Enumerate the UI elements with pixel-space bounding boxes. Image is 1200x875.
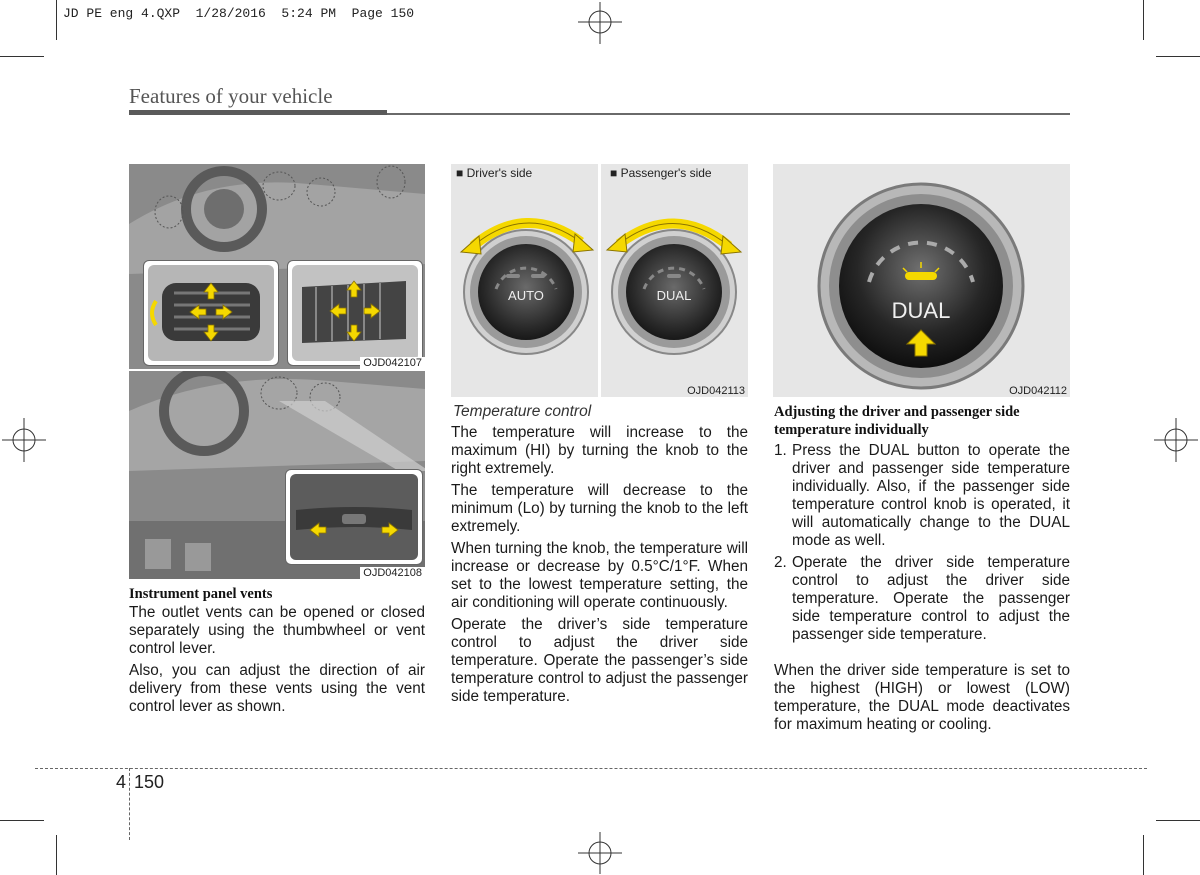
knob-label: AUTO bbox=[508, 288, 544, 303]
dual-button-figure bbox=[773, 164, 1070, 397]
paragraph: The outlet vents can be opened or closed separately using the thumbwheel or vent control lever. bbox=[129, 604, 425, 657]
crop-mark bbox=[56, 0, 57, 40]
section-title: Features of your vehicle bbox=[129, 84, 333, 108]
dual-knob-illustration bbox=[773, 164, 1070, 397]
crop-mark bbox=[1156, 56, 1200, 57]
paragraph: The temperature will decrease to the minimum (Lo) by turning the knob to the left extremely. bbox=[451, 482, 748, 535]
temperature-control-heading: Temperature control bbox=[453, 403, 592, 420]
page-number: 150 bbox=[134, 772, 165, 792]
dual-label: DUAL bbox=[891, 298, 951, 323]
step-number: 1. bbox=[774, 442, 787, 459]
dual-steps bbox=[774, 442, 1070, 648]
registration-mark-left bbox=[0, 415, 46, 465]
footer-rule bbox=[35, 768, 1147, 769]
driver-side-label: ■ Driver's side bbox=[456, 166, 533, 180]
dual-final-paragraph: When the driver side temperature is set to the highest (HIGH) or lowest (LOW) temperature, the DUAL mode deactivates for maximum heating or cooling. bbox=[774, 662, 1070, 733]
crop-mark bbox=[1143, 835, 1144, 875]
registration-mark-right bbox=[1154, 415, 1200, 465]
header-rule-dark bbox=[129, 110, 387, 115]
print-slug: JD PE eng 4.QXP 1/28/2016 5:24 PM Page 150 bbox=[63, 6, 415, 21]
step-text: Press the DUAL button to operate the driver and passenger side temperature individually. Also, if the passenger side temperature control knob is operated, it will automatically change to the DUAL mode as well. bbox=[792, 442, 1070, 549]
steps-list bbox=[774, 442, 1070, 644]
crop-mark bbox=[1156, 820, 1200, 821]
vent-inset-right bbox=[287, 260, 423, 366]
chapter-number: 4 bbox=[116, 772, 127, 792]
paragraph: The temperature will increase to the maximum (HI) by turning the knob to the right extremely. bbox=[451, 424, 748, 477]
list-item bbox=[774, 554, 1070, 644]
registration-mark-top bbox=[575, 2, 625, 46]
vent-figure-bottom bbox=[129, 371, 425, 579]
list-item bbox=[774, 442, 1070, 550]
paragraph: Also, you can adjust the direction of air delivery from these vents using the vent control lever as shown. bbox=[129, 662, 425, 715]
passenger-side-label: ■ Passenger's side bbox=[610, 166, 712, 180]
passenger-knob bbox=[601, 194, 748, 374]
registration-mark-bottom bbox=[575, 830, 625, 874]
dual-heading: Adjusting the driver and passenger side temperature individually bbox=[774, 404, 1020, 438]
crop-mark bbox=[0, 56, 44, 57]
driver-knob bbox=[451, 194, 598, 374]
crop-mark bbox=[1143, 0, 1144, 40]
crop-mark bbox=[56, 835, 57, 875]
step-text: Operate the driver side temperature control to adjust the driver side temperature. Operate the passenger side temperature control to adjust the passenger side temperature. bbox=[792, 554, 1070, 643]
crop-mark bbox=[0, 820, 44, 821]
knob-label: DUAL bbox=[656, 288, 692, 303]
instrument-vents-heading: Instrument panel vents bbox=[129, 586, 273, 602]
footer-divider bbox=[129, 768, 130, 840]
temperature-control-body bbox=[451, 424, 748, 710]
figure-code: OJD042107 bbox=[360, 357, 425, 369]
header-rule bbox=[387, 113, 1070, 115]
figure-code: OJD042112 bbox=[1006, 385, 1070, 397]
vent-figure-top bbox=[129, 164, 425, 369]
instrument-vents-body bbox=[129, 604, 425, 720]
vent-inset-lower bbox=[285, 469, 423, 565]
step-number: 2. bbox=[774, 554, 787, 571]
figure-code: OJD042108 bbox=[360, 567, 425, 579]
vent-inset-left bbox=[143, 260, 279, 366]
figure-code: OJD042113 bbox=[684, 385, 748, 397]
paragraph: Operate the driver’s side temperature control to adjust the driver side temperature. Operate the passenger’s side temperature control to adjust the passenger side temperature. bbox=[451, 616, 748, 705]
knobs-figure bbox=[451, 164, 748, 397]
paragraph: When turning the knob, the temperature will increase or decrease by 0.5°C/1°F. When set to the lowest temperature setting, the air conditioning will operate continuously. bbox=[451, 540, 748, 611]
